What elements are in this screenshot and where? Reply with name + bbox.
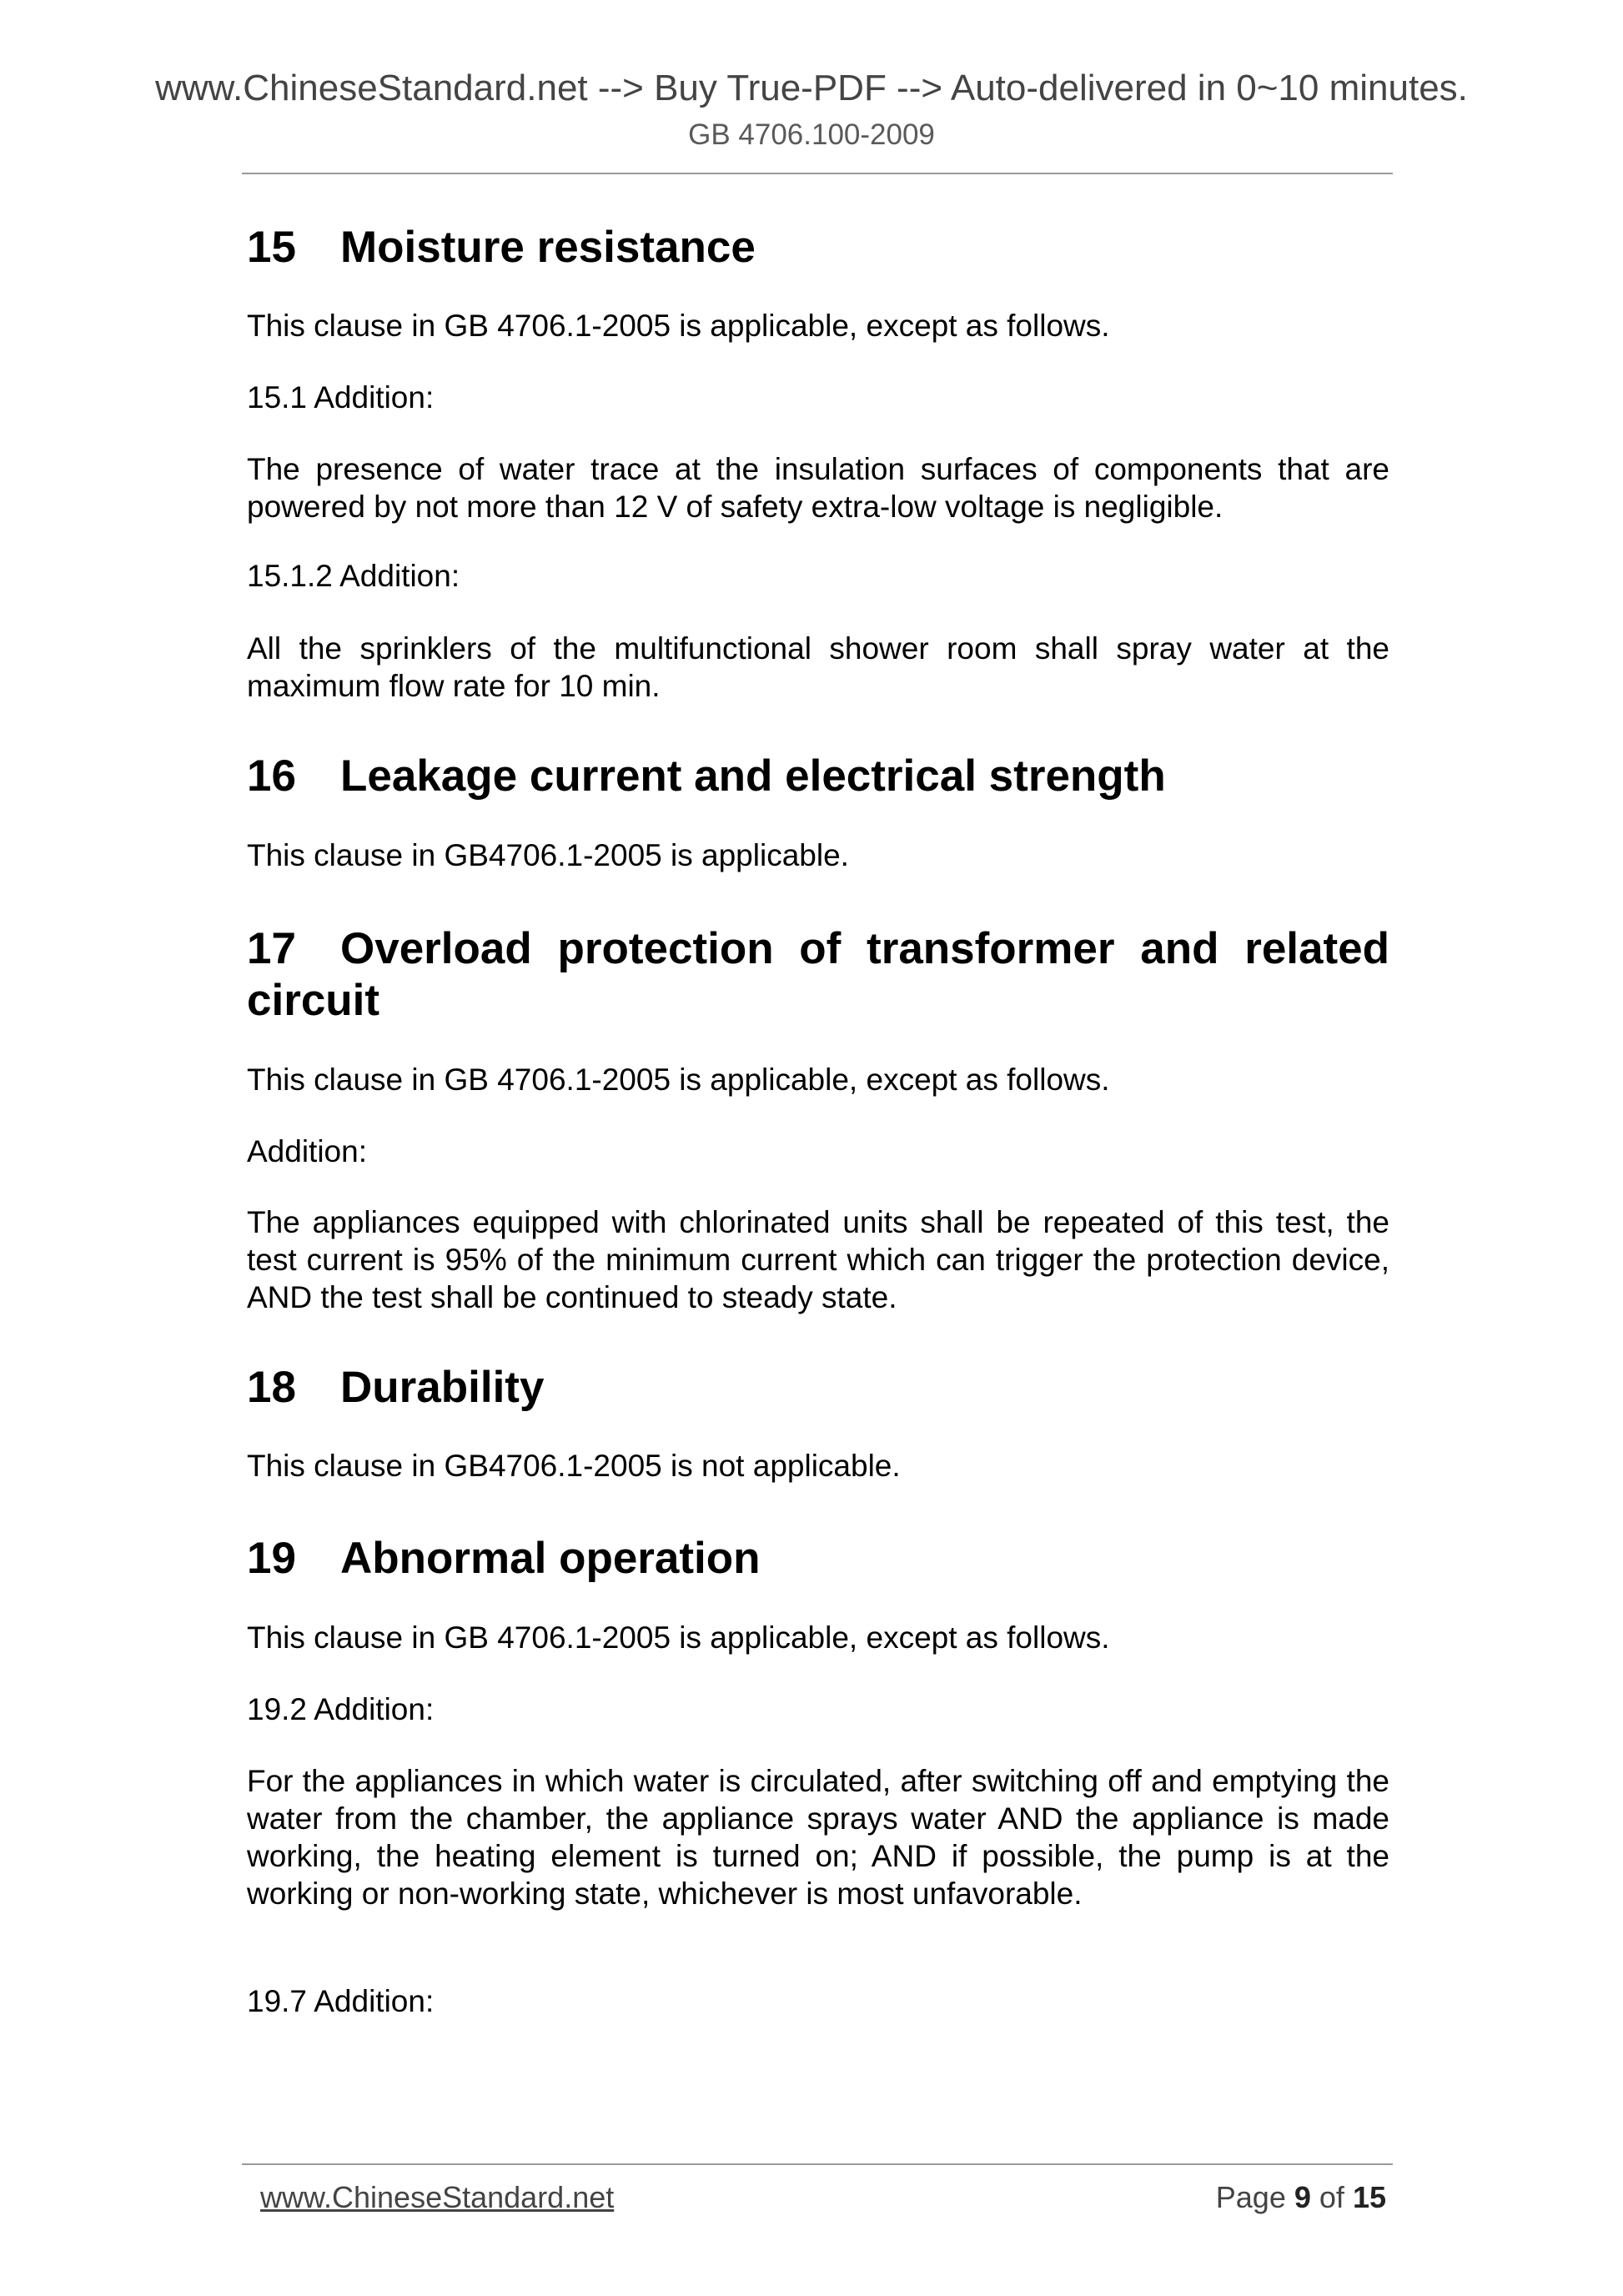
section-title: Abnormal operation	[340, 1534, 761, 1583]
section-19-intro: This clause in GB 4706.1-2005 is applicable, except as follows.	[247, 1620, 1110, 1655]
header-banner: www.ChineseStandard.net --> Buy True-PDF --> Auto-delivered in 0~10 minutes.	[155, 68, 1468, 108]
section-title: Durability	[340, 1363, 545, 1412]
clause-17-addition-label: Addition:	[247, 1134, 367, 1168]
section-number: 17	[247, 924, 296, 973]
section-16-heading	[247, 751, 1389, 802]
section-18-heading	[247, 1362, 1389, 1414]
section-15-intro: This clause in GB 4706.1-2005 is applicable, except as follows.	[247, 309, 1110, 343]
clause-17-addition-text: The appliances equipped with chlorinated units shall be repeated of this test, the test current is 95% of the minimum current which can trigger the protection device, AND the test shall be continued to steady state.	[247, 1205, 1389, 1314]
section-number: 15	[247, 223, 296, 272]
section-19-heading	[247, 1533, 1389, 1585]
header-divider	[242, 173, 1393, 174]
section-15-heading	[247, 222, 1389, 274]
section-title: Overload protection of transformer and related circuit	[247, 924, 1389, 1025]
document-id: GB 4706.100-2009	[688, 118, 935, 151]
section-title: Leakage current and electrical strength	[340, 751, 1166, 801]
page-current: 9	[1294, 2180, 1311, 2214]
clause-15-1-label: 15.1 Addition:	[247, 380, 435, 414]
page-prefix: Page	[1215, 2180, 1286, 2214]
section-title: Moisture resistance	[340, 223, 756, 272]
section-number: 19	[247, 1534, 296, 1583]
section-17-heading	[247, 923, 1389, 1027]
clause-19-2-label: 19.2 Addition:	[247, 1692, 435, 1726]
section-17-intro: This clause in GB 4706.1-2005 is applicable, except as follows.	[247, 1063, 1110, 1097]
clause-19-2-text: For the appliances in which water is circulated, after switching off and emptying the water from the chamber, the appliance sprays water AND the appliance is made working, the heating element is turned on; AND if possible, the pump is at the working or non-working state, whichever is most unfavorable.	[247, 1764, 1389, 1911]
section-16-intro: This clause in GB4706.1-2005 is applicable.	[247, 838, 849, 872]
page-indicator	[1216, 2178, 1386, 2217]
clause-19-7-label: 19.7 Addition:	[247, 1984, 435, 2018]
clause-15-1-text: The presence of water trace at the insulation surfaces of components that are powered by not more than 12 V of safety extra-low voltage is negligible.	[247, 452, 1389, 524]
footer-divider	[242, 2163, 1393, 2165]
section-number: 16	[247, 751, 296, 801]
clause-15-1-2-text: All the sprinklers of the multifunctional shower room shall spray water at the maximum flow rate for 10 min.	[247, 631, 1389, 703]
page-total: 15	[1352, 2180, 1386, 2214]
page-of: of	[1319, 2180, 1344, 2214]
footer-website-link[interactable]: www.ChineseStandard.net	[260, 2180, 615, 2214]
section-18-intro: This clause in GB4706.1-2005 is not applicable.	[247, 1449, 901, 1483]
clause-15-1-2-label: 15.1.2 Addition:	[247, 559, 460, 593]
section-number: 18	[247, 1363, 296, 1412]
